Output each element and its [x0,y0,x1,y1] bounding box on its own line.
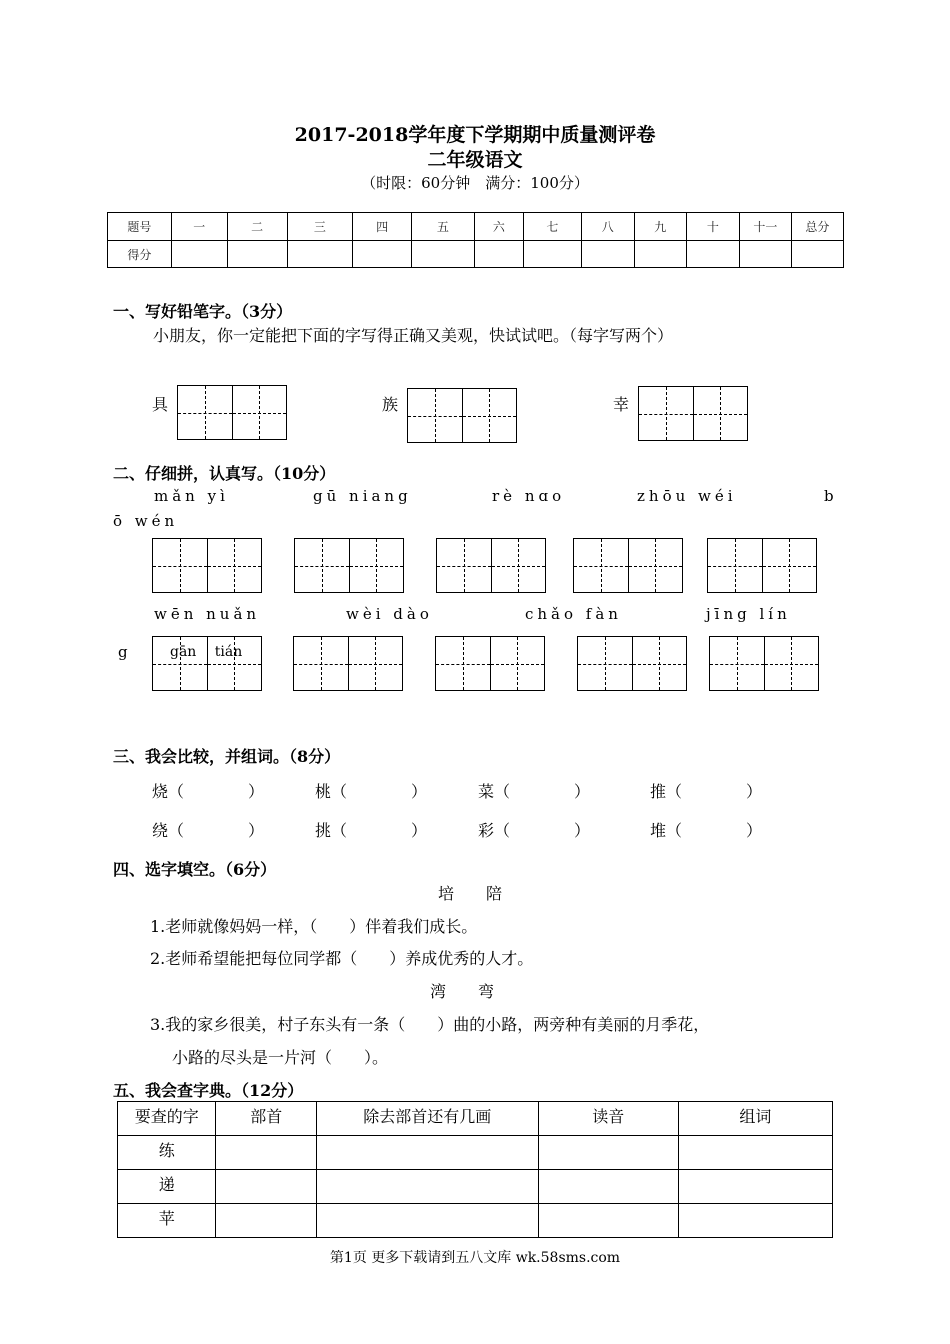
compare-item[interactable]: 彩（ ） [478,821,591,840]
dict-answer-cell[interactable] [538,1170,678,1204]
grid-cell[interactable] [349,539,403,592]
compare-item[interactable]: 桃（ ） [315,782,428,801]
writing-grid[interactable] [435,636,545,691]
grid-cell[interactable] [232,386,286,439]
writing-grid[interactable] [436,538,546,593]
grid-cell[interactable] [764,637,818,690]
pinyin-label: chǎo fàn [525,605,622,623]
pinyin-label: g [118,643,132,661]
fill-question[interactable]: 3.我的家乡很美，村子东头有一条（ ）曲的小路，两旁种有美丽的月季花， [150,1015,710,1034]
writing-grid[interactable] [573,538,683,593]
dict-header: 除去部首还有几画 [316,1102,538,1136]
writing-grid[interactable] [152,538,262,593]
dict-answer-cell[interactable] [316,1204,538,1238]
compare-item[interactable]: 绕（ ） [152,821,265,840]
score-header-cell: 二 [227,213,287,241]
score-header-cell: 五 [412,213,475,241]
exam-title: 2017-2018学年度下学期期中质量测评卷 [294,124,656,146]
grid-cell[interactable] [207,637,261,690]
section-4-heading: 四、选字填空。（6分） [113,860,277,879]
char-choice-pair: 培 陪 [438,884,503,903]
practice-char: 具 [152,395,169,414]
score-header-cell: 总分 [791,213,843,241]
pinyin-label: b [824,487,838,505]
score-entry-cell[interactable] [474,241,523,268]
dict-answer-cell[interactable] [216,1170,316,1204]
practice-char: 族 [382,395,399,414]
fill-question[interactable]: 2.老师希望能把每位同学都（ ）养成优秀的人才。 [150,949,534,968]
dict-answer-cell[interactable] [316,1136,538,1170]
compare-item[interactable]: 推（ ） [650,782,763,801]
char-choice-pair: 湾 弯 [430,982,495,1001]
pinyin-label: mǎn yì [154,487,229,505]
score-header-cell: 四 [353,213,412,241]
dict-answer-cell[interactable] [538,1136,678,1170]
score-header-cell: 六 [474,213,523,241]
grid-cell[interactable] [490,637,544,690]
score-entry-cell[interactable] [353,241,412,268]
score-header-cell: 八 [581,213,634,241]
section-1-heading: 一、写好铅笔字。（3分） [113,302,293,321]
page-footer: 第1页 更多下载请到五八文库 wk.58sms.com [329,1250,621,1266]
dict-header: 要查的字 [118,1102,216,1136]
pinyin-label: wèi dào [346,605,433,623]
pinyin-label: zhōu wéi [637,487,737,505]
writing-grid[interactable] [577,636,687,691]
writing-grid[interactable] [638,386,748,441]
writing-grid[interactable] [294,538,404,593]
score-header-cell: 七 [523,213,581,241]
dict-answer-cell[interactable] [678,1204,832,1238]
fill-question-continued[interactable]: 小路的尽头是一片河（ ）。 [172,1048,389,1067]
dict-char: 递 [118,1170,216,1204]
grid-cell[interactable] [207,539,261,592]
grid-cell[interactable] [436,637,490,690]
pinyin-label: jīng lín [706,605,791,623]
score-entry-cell[interactable] [287,241,353,268]
dict-answer-cell[interactable] [216,1204,316,1238]
score-table [107,212,844,268]
dict-header: 读音 [538,1102,678,1136]
exam-subtitle: 二年级语文 [427,149,523,171]
score-header-cell: 九 [634,213,686,241]
grid-cell[interactable] [462,389,516,442]
grid-cell[interactable] [708,539,762,592]
grid-cell[interactable] [153,539,207,592]
dict-char: 练 [118,1136,216,1170]
dict-answer-cell[interactable] [316,1170,538,1204]
section-1-instruction: 小朋友，你一定能把下面的字写得正确又美观，快试试吧。（每字写两个） [153,326,674,345]
score-entry-cell[interactable] [686,241,739,268]
score-entry-cell[interactable] [523,241,581,268]
grid-cell[interactable] [710,637,764,690]
score-entry-cell[interactable] [581,241,634,268]
grid-cell[interactable] [574,539,628,592]
table-row [118,1204,833,1238]
table-row [118,1170,833,1204]
compare-item[interactable]: 挑（ ） [315,821,428,840]
section-3-heading: 三、我会比较，并组词。（8分） [113,747,341,766]
writing-grid[interactable] [407,388,517,443]
writing-grid[interactable] [709,636,819,691]
writing-grid[interactable] [152,636,262,691]
dict-answer-cell[interactable] [678,1170,832,1204]
time-limit: （时限：60分钟 满分：100分） [361,174,589,192]
grid-cell[interactable] [639,387,693,440]
dict-answer-cell[interactable] [678,1136,832,1170]
grid-cell[interactable] [578,637,632,690]
grid-cell[interactable] [295,539,349,592]
grid-cell[interactable] [632,637,686,690]
score-row-label: 得分 [108,241,172,268]
practice-char: 幸 [613,395,630,414]
pinyin-label: gān tián [170,644,243,660]
grid-cell[interactable] [408,389,462,442]
writing-grid[interactable] [177,385,287,440]
score-header-cell: 三 [287,213,353,241]
score-entry-cell[interactable] [634,241,686,268]
dictionary-table [117,1101,833,1238]
score-header-cell: 十 [686,213,739,241]
score-entry-cell[interactable] [227,241,287,268]
score-entry-cell[interactable] [412,241,475,268]
pinyin-label: wēn nuǎn [154,605,261,623]
grid-cell[interactable] [628,539,682,592]
dict-char: 苹 [118,1204,216,1238]
grid-cell[interactable] [491,539,545,592]
grid-cell[interactable] [294,637,348,690]
grid-cell[interactable] [762,539,816,592]
dict-header: 组词 [678,1102,832,1136]
score-header-cell: 一 [171,213,227,241]
dict-header: 部首 [216,1102,316,1136]
compare-item[interactable]: 堆（ ） [650,821,763,840]
grid-cell[interactable] [437,539,491,592]
pinyin-label: rè nɑo [492,487,566,505]
compare-item[interactable]: 菜（ ） [478,782,591,801]
compare-item[interactable]: 烧（ ） [152,782,265,801]
grid-cell[interactable] [693,387,747,440]
dict-answer-cell[interactable] [216,1136,316,1170]
pinyin-label: ō wén [113,512,179,530]
grid-cell[interactable] [178,386,232,439]
section-2-heading: 二、仔细拼，认真写。（10分） [113,464,336,483]
writing-grid[interactable] [707,538,817,593]
fill-question[interactable]: 1.老师就像妈妈一样，（ ）伴着我们成长。 [150,917,478,936]
table-row [118,1136,833,1170]
grid-cell[interactable] [348,637,402,690]
dict-answer-cell[interactable] [538,1204,678,1238]
score-header-cell: 十一 [739,213,791,241]
score-entry-cell[interactable] [791,241,843,268]
score-header-cell: 题号 [108,213,172,241]
score-entry-cell[interactable] [739,241,791,268]
section-5-heading: 五、我会查字典。（12分） [113,1081,304,1100]
grid-cell[interactable] [153,637,207,690]
pinyin-label: gū niang [313,487,412,505]
score-entry-cell[interactable] [171,241,227,268]
writing-grid[interactable] [293,636,403,691]
